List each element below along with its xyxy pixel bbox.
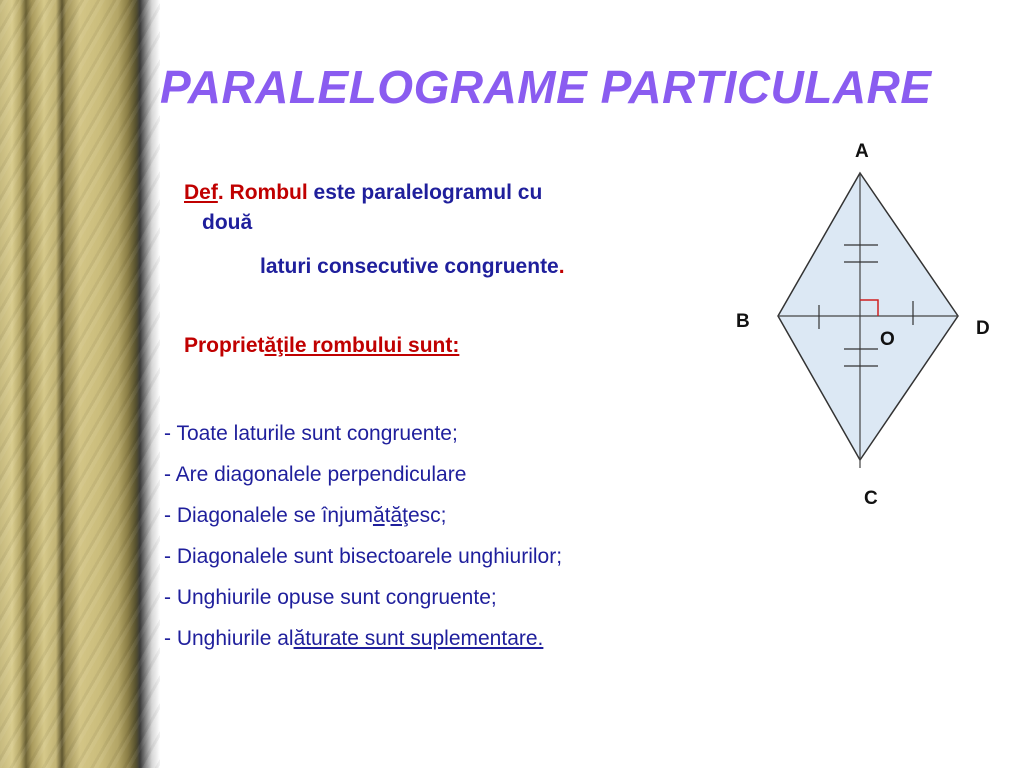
vertex-label-b: B (736, 311, 750, 332)
def-dot: . (217, 181, 224, 204)
list-item: - Are diagonalele perpendiculare (164, 463, 467, 486)
properties-heading (184, 334, 459, 358)
sidebar-texture (0, 0, 160, 768)
def-label: Def (184, 181, 218, 204)
list-item-underlined: ăţ (390, 504, 408, 527)
vertex-label-c: C (864, 488, 878, 509)
list-item-underlined: ăturate sunt suplementare. (293, 627, 544, 650)
rhombus-figure (730, 135, 1010, 515)
def-line3-text: laturi consecutive congruente (260, 255, 559, 278)
rhombus-diagram (730, 135, 1010, 515)
list-item-text: - Diagonalele se înjum (164, 504, 373, 527)
definition-line-2: două (202, 211, 253, 234)
list-item (164, 625, 764, 666)
def-line1-rest: este paralelogramul cu (313, 181, 543, 204)
list-item-text: t (384, 504, 391, 527)
list-item-underlined: ă (372, 504, 385, 527)
vertex-label-d: D (976, 318, 990, 339)
properties-list (164, 420, 764, 666)
center-label-o: O (880, 329, 895, 350)
list-item-text: esc; (408, 504, 447, 527)
list-item (164, 502, 764, 543)
list-item-text: - Unghiurile al (164, 627, 294, 650)
decorative-sidebar (0, 0, 160, 768)
slide-title: PARALELOGRAME PARTICULARE (160, 61, 932, 113)
definition-line-3 (184, 252, 744, 282)
list-item: - Unghiurile opuse sunt congruente; (164, 586, 497, 609)
properties-heading-part2: ăţile rombului sunt: (264, 334, 460, 357)
def-line3-dot: . (558, 255, 565, 278)
def-subject: Rombul (229, 181, 308, 204)
definition-line-1 (184, 178, 744, 208)
properties-heading-part1: Propriet (184, 334, 265, 357)
list-item: - Diagonalele sunt bisectoarele unghiurilor; (164, 545, 563, 568)
definition-block (184, 178, 744, 282)
vertex-label-a: A (855, 141, 869, 162)
list-item: - Toate laturile sunt congruente; (164, 422, 458, 445)
